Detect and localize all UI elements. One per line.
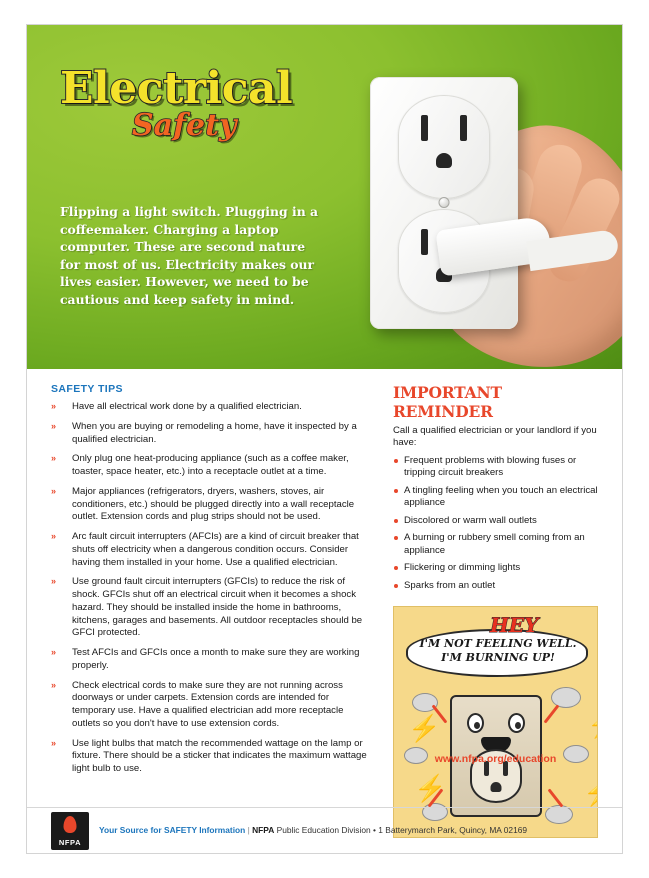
bullet-dot-icon (394, 489, 398, 493)
list-item-text: Use light bulbs that match the recommended wattage on the lamp or fixture. There should be a sticker that indicates the maximum wattage light bulb to use. (72, 737, 367, 774)
cartoon-eye (467, 713, 484, 733)
footer-credit-text (99, 825, 527, 836)
list-item-text: A burning or rubbery smell coming from an appliance (404, 532, 585, 556)
bullet-dot-icon (394, 584, 398, 588)
chevron-bullet-icon: » (51, 576, 55, 587)
outlet-photograph (322, 25, 622, 369)
bullet-dot-icon (394, 459, 398, 463)
list-item (51, 401, 371, 414)
cartoon-face (465, 709, 527, 749)
speech-bubble-text: I'M NOT FEELING WELL. I'M BURNING UP! (419, 637, 577, 664)
education-url-link[interactable]: www.nfpa.org/education (434, 753, 557, 765)
plate-screw (439, 197, 450, 208)
list-item-text: Have all electrical work done by a qualified electrician. (72, 401, 302, 412)
nfpa-logo-text: NFPA (58, 837, 82, 847)
list-item (51, 531, 371, 569)
socket-slot (421, 115, 428, 141)
important-reminder-heading: IMPORTANT REMINDER (393, 383, 502, 421)
list-item (393, 532, 598, 557)
footer-division-name: NFPA (252, 825, 275, 836)
list-item-text: Test AFCIs and GFCIs once a month to make sure they are working properly. (72, 647, 360, 671)
list-item (51, 738, 371, 776)
list-item-text: Flickering or dimming lights (404, 562, 521, 574)
title-line-2: Safety (132, 108, 237, 144)
list-item-text: When you are buying or remodeling a home, have it inspected by a qualified electrician. (72, 420, 357, 445)
list-item-text: Only plug one heat-producing appliance (such as a coffee maker, toaster, space heater, etc.) into a receptacle outlet at a time. (72, 453, 349, 477)
list-item (393, 562, 598, 574)
chevron-bullet-icon: » (51, 647, 55, 657)
list-item (51, 486, 371, 524)
list-item-text: Discolored or warm wall outlets (404, 514, 537, 526)
list-item-text: Frequent problems with blowing fuses or tripping circuit breakers (404, 454, 577, 479)
outlet-socket-top (398, 95, 490, 199)
chevron-bullet-icon: » (51, 679, 55, 690)
safety-tips-list (51, 401, 371, 776)
hero-intro-paragraph: Flipping a light switch. Plugging in a coffeemaker. Charging a laptop computer. These are second nature for most of us. Electricity makes our lives easier. However, we need to be cautious and keep safety in mind. (60, 204, 319, 308)
content-body (27, 369, 622, 803)
list-item-text: Major appliances (refrigerators, dryers, washers, stoves, air conditioners, etc.) should be plugged directly into a wall receptacle outlet. Extension cords and plug strips should not be used. (72, 485, 355, 523)
cartoon-illustration (393, 606, 598, 838)
footer-tagline: Your Source for SAFETY Information (99, 825, 246, 836)
hero-banner (27, 25, 622, 369)
wall-outlet-plate (370, 77, 518, 329)
chevron-bullet-icon: » (51, 453, 55, 464)
bullet-dot-icon (394, 536, 398, 540)
page-title (60, 63, 360, 144)
list-item (51, 647, 371, 673)
list-item (51, 421, 371, 447)
flame-icon (64, 816, 77, 833)
cartoon-pupil (474, 722, 480, 729)
list-item-text: A tingling feeling when you touch an electrical appliance (404, 484, 598, 509)
bullet-dot-icon (394, 566, 398, 570)
list-item (51, 453, 371, 479)
footer-separator: | (247, 825, 250, 836)
list-item (393, 580, 598, 592)
poster-sheet (26, 24, 623, 854)
nfpa-logo (51, 812, 89, 850)
footer-bar (27, 807, 622, 853)
list-item (51, 576, 371, 640)
list-item-text: Arc fault circuit interrupters (AFCIs) are a kind of circuit breaker that shuts off electricity when a dangerous condition occurs. Consider having them installed in your home. Use a qualified electrician. (72, 531, 359, 568)
cartoon-exclaim-text: HEY (490, 613, 539, 638)
safety-tips-column (51, 383, 371, 838)
bullet-dot-icon (394, 519, 398, 523)
important-reminder-column (393, 383, 598, 838)
chevron-bullet-icon: » (51, 531, 55, 541)
list-item (51, 680, 371, 731)
chevron-bullet-icon: » (51, 420, 55, 431)
reminder-intro-text: Call a qualified electrician or your landlord if you have: (393, 425, 597, 449)
socket-slot (460, 115, 467, 141)
list-item-text: Sparks from an outlet (404, 579, 496, 591)
reminder-list (393, 455, 598, 592)
list-item (393, 485, 598, 510)
safety-tips-heading: SAFETY TIPS (51, 383, 123, 395)
socket-ground-hole (491, 782, 502, 792)
list-item (393, 455, 598, 480)
chevron-bullet-icon: » (51, 485, 55, 496)
list-item-text: Use ground fault circuit interrupters (GFCIs) to reduce the risk of shock. GFCIs shut off an electrical circuit when it becomes a shock hazard. They should be installed inside the home in bathrooms, kitchens, garages and basements. All outdoor receptacles should be GFCI protected. (72, 576, 363, 639)
spark-ray (544, 705, 560, 724)
cartoon-pupil (515, 722, 521, 729)
chevron-bullet-icon: » (51, 737, 55, 748)
title-line-1: Electrical (60, 63, 293, 114)
cartoon-eye (508, 713, 525, 733)
list-item-text: Check electrical cords to make sure they are not running across doorways or under carpets. Extension cords are intended for temporary use. Have a qualified electrician add more receptacle outlets so you don't have to use extension cords. (72, 679, 344, 729)
chevron-bullet-icon: » (51, 401, 55, 411)
socket-slot (421, 229, 428, 255)
footer-address: Public Education Division • 1 Batterymarch Park, Quincy, MA 02169 (276, 825, 528, 836)
socket-ground-hole (436, 153, 452, 168)
list-item (393, 515, 598, 527)
